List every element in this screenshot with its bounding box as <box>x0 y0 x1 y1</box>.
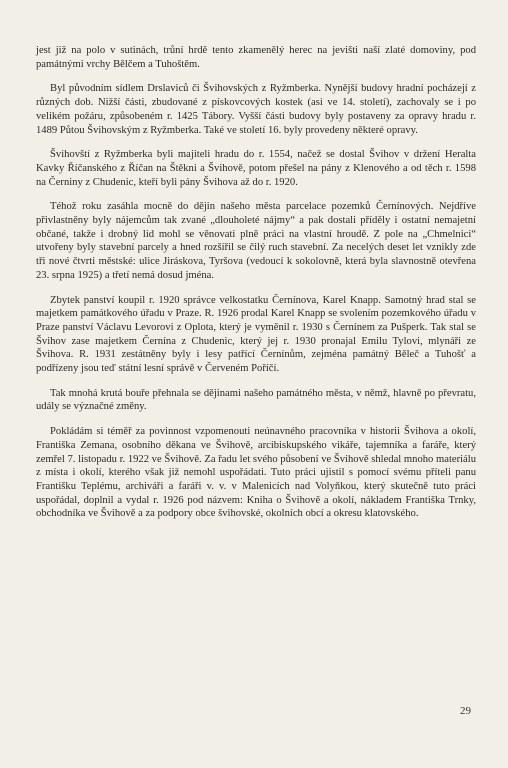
paragraph: jest již na polo v sutinách, trůní hrdě tento zkamenělý herec na jevišti naší zlaté domoviny, pod památnými vrchy Bělčem a Tuhoštěm. <box>36 45 476 70</box>
page-body <box>36 44 476 532</box>
page-number: 29 <box>460 705 471 717</box>
paragraph: Pokládám si téměř za povinnost vzpomenouti neúnavného pracovníka v historii Švihova a okolí, Františka Zemana, osobního děkana ve Švihově, arcibiskupského vikáře, tajemníka a faráře, který zemřel 7. listopadu r. 1922 ve Švihově. Za řadu let svého působení ve Švihově shledal mnoho materiálu z místa i okolí, kterého však již nemohl uspořádati. Tuto práci ujistil s pomocí svému příteli panu Františku Teplému, archiváři a faráři v. v. v Malenicích nad Volyňkou, který skutečně tuto práci uspořádal, doplnil a vydal r. 1926 pod názvem: Kniha o Švihově a okolí, nákladem Františka Trnky, obchodníka ve Švihově a za podpory obce švihovské, okolních obcí a okresu klatovského. <box>36 426 476 520</box>
paragraph: Švihovští z Ryžmberka byli majiteli hradu do r. 1554, načež se dostal Švihov v držení Heralta Kavky Říčanského z Říčan na Štěkni a Švihově, potom přešel na pány z Klenového a od těch r. 1598 na Černiny z Chudenic, kteří byli pány Švihova až do r. 1920. <box>36 149 476 188</box>
paragraph: Byl původním sídlem Drslaviců či Švihovských z Ryžmberka. Nynější budovy hradní pocházejí z různých dob. Nižší části, zbudované z pískovcových kostek (asi ve 14. století), zachovaly se i po velikém požáru, způsobeném r. 1425 Tábory. Vyšší části budovy byly postaveny za opravy hradu r. 1489 Půtou Švihovským z Ryžmberka. Také ve století 16. byly provedeny některé opravy. <box>36 83 476 136</box>
paragraph: Téhož roku zasáhla mocně do dějin našeho města parcelace pozemků Černínových. Nejdříve přivlastněny byly nájemcům tak zvané „dlouholeté nájmy“ a pak dostali příděly i ostatní nemajetní občané, takže i drobný lid mohl se věnovati plně práci na vlastní hroudě. Z pole na „Chmelnici“ utvořeny byly stavební parcely a hned rozšířil se čilý ruch stavební. Za necelých deset let vznikly zde tři nové čtvrti městské: ulice Jiráskova, Tyršova (vedoucí k sokolovně, která byla slavnostně otevřena 23. srpna 1925) a třetí nemá dosud jména. <box>36 201 476 281</box>
paragraph: Tak mnohá krutá bouře přehnala se dějinami našeho památného města, v němž, hlavně po převratu, udály se význačné změny. <box>36 387 476 413</box>
paragraph: Zbytek panství koupil r. 1920 správce velkostatku Černínova, Karel Knapp. Samotný hrad stal se majetkem památkového úřadu v Praze. R. 1926 prodal Karel Knapp se svolením pozemkového úřadu v Praze panství Václavu Levorovi z Oplota, který je vyměnil r. 1930 s Černínem za Pušperk. Tak stal se Švihov zase majetkem Černína z Chudenic, který jej r. 1930 pronajal Emilu Tylovi, mlynáři ze Švihova. R. 1931 zestátněny byly i lesy patřící Černínům, zejména památný Běleč a Tuhošť a podřízeny jsou teď státní lesní správě v Červeném Poříčí. <box>36 294 476 375</box>
